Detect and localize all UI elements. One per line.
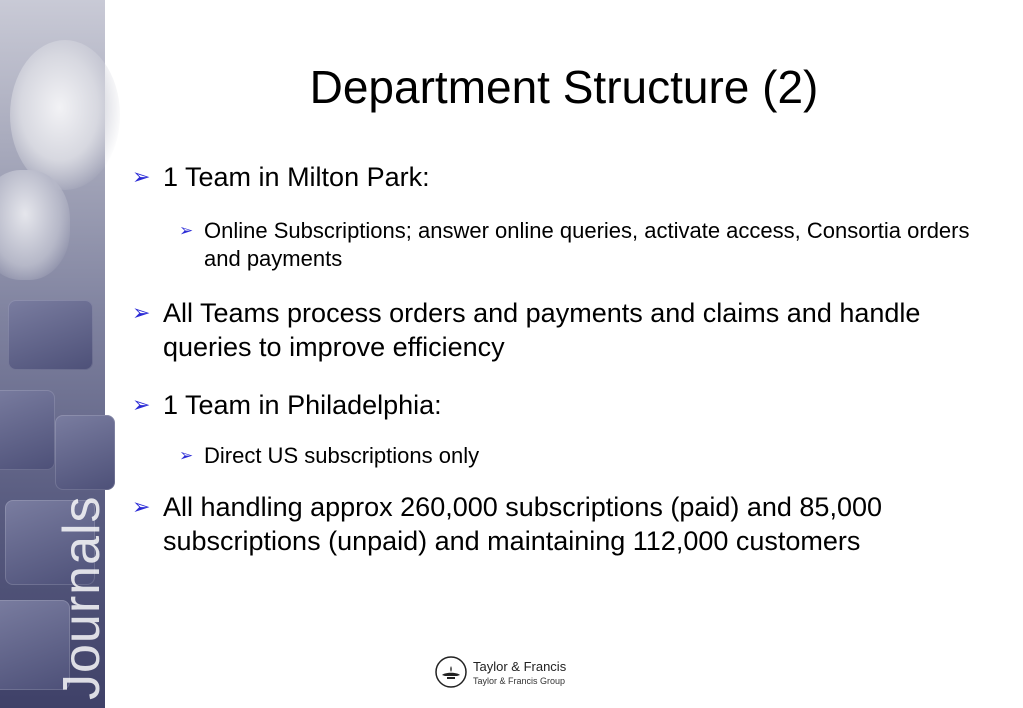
bullet-item xyxy=(130,490,970,558)
bullet-text: All Teams process orders and payments and claims and handle queries to improve efficiency xyxy=(163,298,921,362)
arrow-bullet-icon: ➢ xyxy=(179,446,194,465)
side-image-key xyxy=(55,415,115,490)
side-decorative-band xyxy=(0,0,111,708)
slide-title: Department Structure (2) xyxy=(309,61,819,113)
bullet-item xyxy=(130,296,970,364)
sub-bullet-item xyxy=(130,217,970,273)
bullet-text: Online Subscriptions; answer online queries, activate access, Consortia orders and payments xyxy=(204,218,970,271)
side-image-key xyxy=(0,390,55,470)
sub-bullet-item xyxy=(130,442,970,470)
bullet-text: Direct US subscriptions only xyxy=(204,443,480,468)
publisher-logo xyxy=(435,656,575,690)
arrow-bullet-icon: ➢ xyxy=(132,164,151,189)
bullet-item xyxy=(130,160,970,194)
side-image-highlight xyxy=(10,40,120,190)
bullet-text: 1 Team in Philadelphia: xyxy=(163,390,442,420)
bullet-list xyxy=(130,160,970,558)
logo-group: Taylor & Francis Group xyxy=(473,676,566,686)
side-image-key xyxy=(8,300,93,370)
side-image-hand xyxy=(0,170,70,280)
lamp-emblem-icon xyxy=(435,656,467,688)
logo-name: Taylor & Francis xyxy=(473,659,567,674)
bullet-text: All handling approx 260,000 subscriptions (paid) and 85,000 subscriptions (unpaid) and maintaining 112,000 customers xyxy=(163,492,882,556)
arrow-bullet-icon: ➢ xyxy=(132,392,151,417)
arrow-bullet-icon: ➢ xyxy=(179,221,194,240)
bullet-text: 1 Team in Milton Park: xyxy=(163,162,430,192)
bullet-item xyxy=(130,388,970,422)
arrow-bullet-icon: ➢ xyxy=(132,494,151,519)
arrow-bullet-icon: ➢ xyxy=(132,300,151,325)
journals-vertical-text: Journals xyxy=(53,495,111,700)
